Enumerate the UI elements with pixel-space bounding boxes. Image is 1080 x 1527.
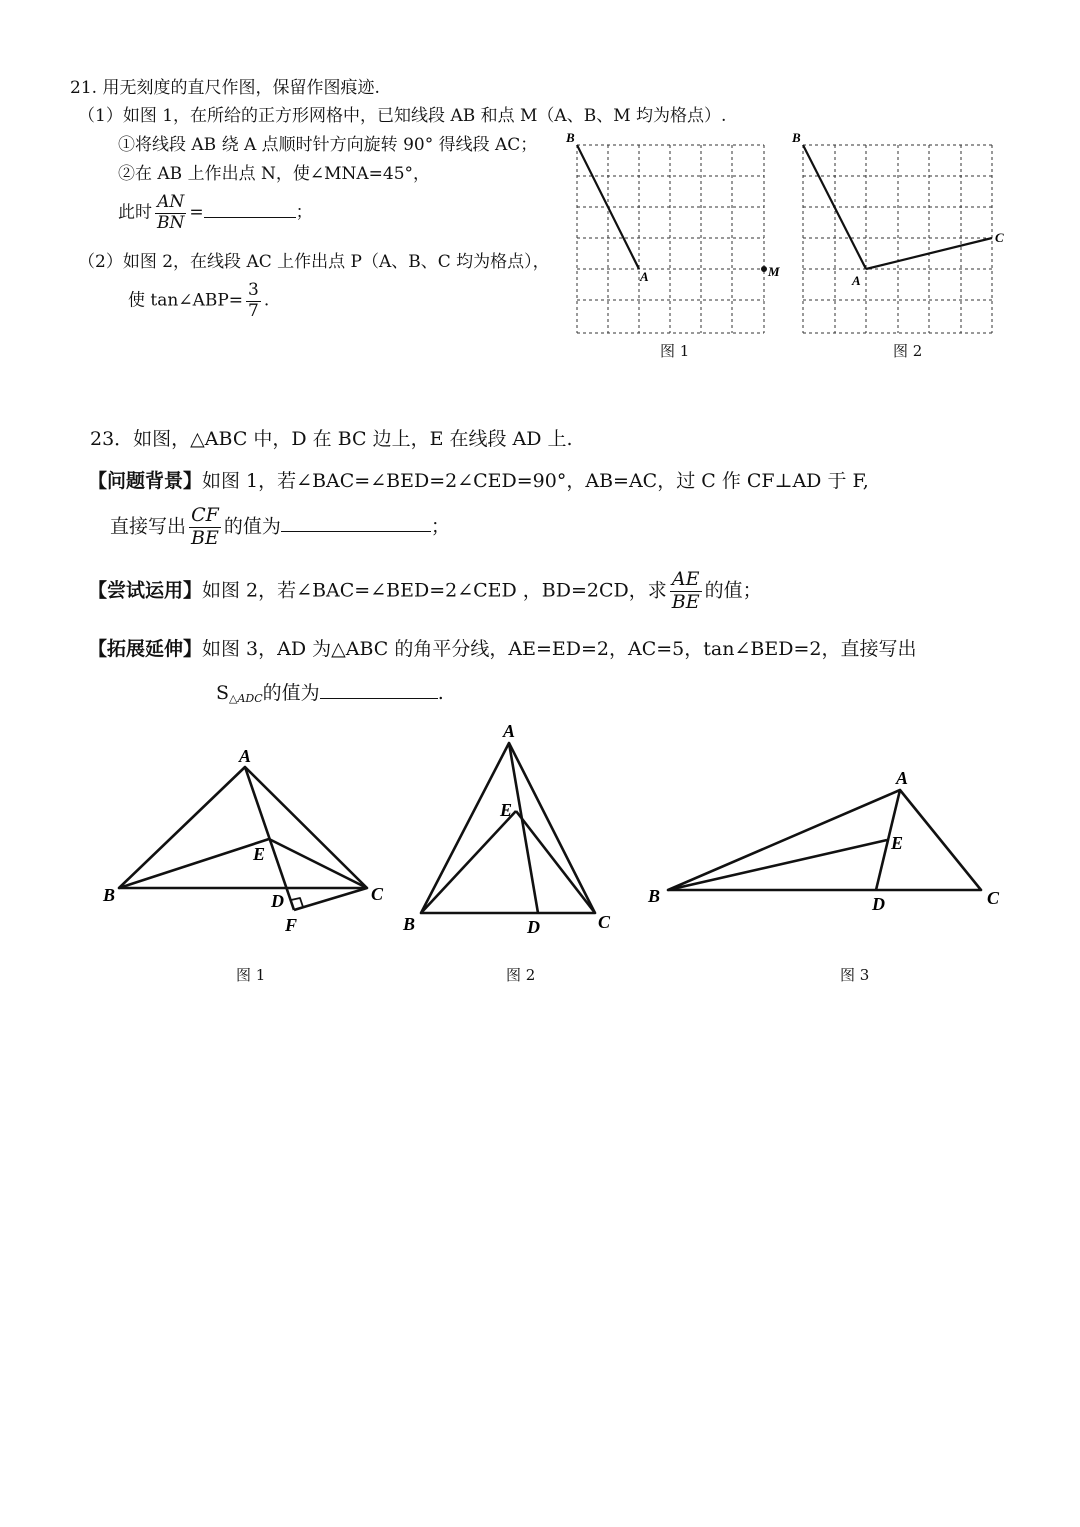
q21-figure1-caption: 图 1	[660, 342, 690, 360]
q23-title: 23．如图，△ABC 中，D 在 BC 边上，E 在线段 AD 上.	[90, 428, 573, 450]
q21-ratio-end: ；	[295, 202, 313, 223]
q21-ratio-prefix: 此时	[118, 202, 152, 223]
q23-background-suffix: 的值为	[223, 515, 281, 538]
label-a: A	[503, 721, 516, 741]
label-c: C	[598, 912, 611, 932]
q21-tan-denominator: 7	[248, 300, 259, 321]
q23-extension-subscript: △ADC	[229, 692, 263, 705]
q23-background-end: ；	[430, 515, 450, 538]
label-m: M	[768, 264, 780, 279]
q21-tan-line	[128, 281, 269, 321]
label-c: C	[371, 884, 384, 904]
label-e: E	[253, 844, 266, 864]
q23-figure3-caption: 图 3	[840, 966, 870, 984]
label-a: A	[640, 269, 649, 284]
q21-ratio-equals: =	[189, 202, 204, 223]
label-a: A	[896, 768, 909, 788]
label-a: A	[852, 273, 861, 288]
q23-figure2-caption: 图 2	[506, 966, 536, 984]
q23-extension-text: 如图 3，AD 为△ABC 的角平分线，AE=ED=2，AC=5，tan∠BED=2，直接写出	[202, 638, 917, 660]
q21-figure2-caption: 图 2	[893, 342, 923, 360]
q23-extension-end: .	[437, 682, 444, 704]
q21-figure1-grid	[560, 128, 800, 338]
q23-figure2	[395, 715, 625, 940]
q23-background-tag: 【问题背景】	[88, 470, 203, 492]
label-a: A	[239, 746, 252, 766]
label-d: D	[527, 917, 540, 937]
label-b: B	[566, 130, 575, 145]
label-d: D	[271, 891, 284, 911]
q23-try-denominator: BE	[671, 590, 700, 613]
q21-answer-blank[interactable]	[204, 200, 296, 218]
q23-try-text: 如图 2，若∠BAC=∠BED=2∠CED ，BD=2CD，求	[202, 579, 667, 602]
q21-ratio-fraction	[155, 193, 186, 233]
q21-tan-end: .	[263, 290, 270, 311]
label-b: B	[648, 886, 661, 906]
q21-ratio-numerator: AN	[155, 193, 186, 214]
label-c: C	[995, 230, 1004, 245]
q23-extension-answer-blank[interactable]	[320, 679, 438, 699]
label-b: B	[403, 914, 416, 934]
label-c: C	[987, 888, 1000, 908]
q21-figure2-grid	[790, 128, 1020, 338]
q23-try-end: 的值；	[704, 579, 762, 602]
q23-extension-suffix: 的值为	[262, 682, 320, 704]
q21-step2: ②在 AB 上作出点 N，使∠MNA=45°，	[118, 164, 431, 184]
label-f: F	[285, 915, 298, 935]
q23-figure1	[95, 740, 395, 940]
q23-figure1-caption: 图 1	[236, 966, 266, 984]
q23-background-numerator: CF	[189, 505, 221, 528]
q23-extension-answer-line	[216, 679, 444, 711]
q23-background-text: 如图 1，若∠BAC=∠BED=2∠CED=90°，AB=AC，过 C 作 CF⊥AD 于 F,	[202, 470, 869, 492]
q23-try-numerator: AE	[670, 569, 702, 592]
q23-background-answer-line	[110, 505, 450, 550]
q21-tan-fraction	[246, 281, 261, 321]
q21-tan-numerator: 3	[248, 280, 259, 300]
label-d: D	[872, 894, 885, 914]
q23-try-tag: 【尝试运用】	[88, 579, 203, 602]
q23-extension-s: S	[216, 682, 230, 704]
q23-background-line	[88, 469, 869, 493]
q23-background-prefix: 直接写出	[110, 515, 187, 538]
q21-tan-prefix: 使 tan∠ABP=	[128, 290, 244, 311]
q23-extension-tag: 【拓展延伸】	[88, 638, 203, 660]
q21-part2-intro: （2）如图 2，在线段 AC 上作出点 P（A、B、C 均为格点），	[78, 252, 550, 272]
q23-background-answer-blank[interactable]	[281, 512, 431, 532]
q21-ratio-denominator: BN	[157, 212, 185, 233]
q23-try-fraction	[670, 569, 702, 614]
label-e: E	[500, 800, 513, 820]
q23-figure3	[640, 765, 1020, 925]
q21-part1-intro: （1）如图 1，在所给的正方形网格中，已知线段 AB 和点 M（A、B、M 均为格点）.	[78, 106, 727, 126]
q23-extension-line	[88, 637, 916, 661]
q21-step1: ①将线段 AB 绕 A 点顺时针方向旋转 90° 得线段 AC；	[118, 135, 538, 155]
q23-try-line	[88, 569, 762, 614]
q21-ratio-line	[118, 193, 313, 233]
label-b: B	[792, 130, 801, 145]
q23-background-fraction	[189, 505, 221, 550]
q21-title: 21. 用无刻度的直尺作图，保留作图痕迹.	[70, 78, 380, 98]
point-m	[761, 266, 767, 272]
label-e: E	[891, 833, 904, 853]
q23-background-denominator: BE	[191, 526, 219, 549]
label-b: B	[103, 885, 116, 905]
